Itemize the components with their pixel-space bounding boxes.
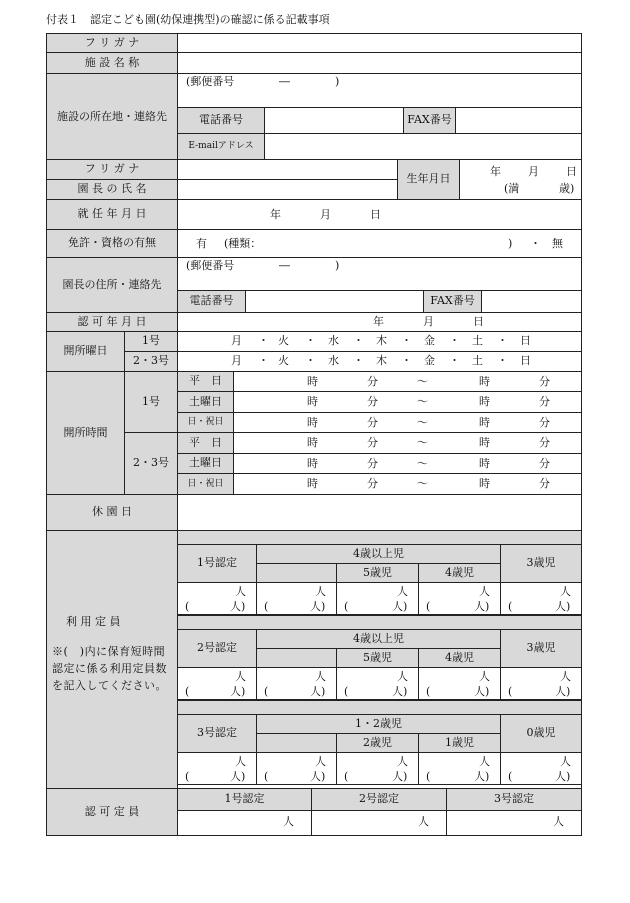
director-phone-label [177,290,246,313]
age-open-label: (満 [504,182,520,195]
capacity-paren-c3-2: ( [344,770,349,783]
capacity-person-c1-3: 人 [479,585,490,598]
approved-capacity-header [46,788,178,836]
weekday-1-5: 土 [472,334,483,347]
fax-label-cell [403,107,456,134]
capacity-paren-c2-0: ( [185,685,190,698]
approved-capacity-header-label: 認 可 定 員 [84,804,140,818]
weekday-2-0: 月 [231,354,242,367]
director-name-field[interactable] [177,179,398,200]
open-days-header-label: 開所曜日 [63,344,108,358]
hours-field-4[interactable] [233,453,582,474]
hours-end-min-4: 分 [539,457,550,470]
director-fax-label-label: FAX番号 [430,294,475,308]
appoint-day: 日 [370,208,381,221]
approved-cert3-label: 3号認定 [494,792,534,806]
weekday-2-4: 金 [424,354,435,367]
phone-label-cell-label: 電話番号 [199,113,243,127]
weekday-2-3: 木 [376,354,387,367]
director-name-header [46,179,178,200]
director-fax-label [423,290,482,313]
approved-cert1-label: 1号認定 [224,792,265,806]
email-label-cell-label: E-mailアドレス [188,141,254,152]
weekday-1-1: 火 [278,334,289,347]
director-name-header-label: 園 長 の 氏 名 [77,182,147,196]
weekday-dot-2-3: ・ [401,354,412,367]
hours-end-hour-4: 時 [479,457,490,470]
closed-days-header [46,494,178,531]
birth-month-label: 月 [528,165,539,178]
hours-tilde-2: ～ [417,416,428,429]
approval-header-label: 認 可 年 月 日 [77,314,147,328]
weekday-dot-1-5: ・ [497,334,508,347]
form-table [46,33,581,835]
weekday-dot-1-3: ・ [401,334,412,347]
appointment-header [46,199,178,230]
weekday-2-2: 水 [328,354,339,367]
capacity-group-c2 [256,629,501,649]
weekday-dot-1-0: ・ [258,334,269,347]
capacity-group-c1 [256,544,501,564]
weekday-1-2: 水 [328,334,339,347]
hours-end-hour-0: 時 [479,375,490,388]
hours-start-min-1: 分 [367,395,378,408]
director-fax-field[interactable] [481,290,582,313]
capacity-person-close-c2-2: 人) [392,685,408,698]
capacity-group-c1-label: 4歳以上児 [353,546,404,560]
capacity-person-c1-0: 人 [235,585,246,598]
approval-year: 年 [373,315,384,328]
director-postal-dash: ― [279,259,290,272]
capacity-age-c-c2-label: 3歳児 [526,641,556,655]
address-field[interactable] [177,73,582,108]
weekday-dot-2-2: ・ [353,354,364,367]
approved-cert2 [311,788,447,811]
director-address-header [46,257,178,313]
capacity-person-close-c1-3: 人) [474,600,490,613]
capacity-person-close-c3-3: 人) [474,770,490,783]
hours-daytype-0-label: 平 日 [189,374,222,388]
capacity-age-a-c2-label: 5歳児 [363,650,392,664]
capacity-group-fill-c1 [256,563,337,583]
hours-start-hour-0: 時 [307,375,318,388]
age-close-label: 歳) [559,182,575,195]
license-header-label: 免許・資格の有無 [68,236,156,250]
hours-tilde-4: ～ [417,457,428,470]
director-phone-field[interactable] [245,290,424,313]
capacity-person-c2-2: 人 [397,670,408,683]
weekday-dot-2-5: ・ [497,354,508,367]
hours-end-min-1: 分 [539,395,550,408]
capacity-group-c3 [256,714,501,734]
open-hours-type23-label: 2・3号 [133,456,169,470]
capacity-cert-c3 [177,714,257,753]
weekday-dot-2-0: ・ [258,354,269,367]
capacity-label: 利 用 定 員 [66,615,121,628]
birth-day-label: 日 [566,165,577,178]
approved-person-cert3: 人 [553,815,564,828]
facility-furigana-field[interactable] [177,33,582,53]
capacity-person-close-c2-4: 人) [555,685,571,698]
capacity-person-close-c1-0: 人) [230,600,246,613]
approved-person-cert2: 人 [418,815,429,828]
open-days-type1-label: 1号 [142,334,160,348]
hours-field-1[interactable] [233,391,582,413]
fax-field[interactable] [455,107,582,134]
capacity-age-b-c1-label: 4歳児 [445,565,474,579]
director-phone-label-label: 電話番号 [189,294,234,308]
director-address-header-label: 園長の住所・連絡先 [62,277,162,291]
director-postal-label: (郵便番号 [186,259,235,272]
license-yes: 有 [196,237,207,250]
open-hours-type1 [124,371,178,433]
weekday-dot-2-4: ・ [449,354,460,367]
capacity-cert-c2-label: 2号認定 [197,641,237,655]
capacity-person-c3-2: 人 [397,755,408,768]
capacity-person-c3-1: 人 [315,755,326,768]
open-hours-header [46,371,125,495]
hours-daytype-1-label: 土曜日 [189,394,222,408]
capacity-group-fill-c3 [256,733,337,753]
capacity-gap-c1 [177,530,582,545]
closed-days-header-label: 休 園 日 [92,505,132,519]
capacity-group-c2-label: 4歳以上児 [353,631,404,645]
hours-start-hour-5: 時 [307,477,318,490]
facility-name-header [46,52,178,74]
capacity-paren-c2-1: ( [264,685,269,698]
postal-dash: ― [279,75,290,88]
capacity-cert-c1-label: 1号認定 [197,556,237,570]
hours-end-min-2: 分 [539,416,550,429]
capacity-paren-c1-0: ( [185,600,190,613]
capacity-paren-c2-2: ( [344,685,349,698]
address-header-label: 施設の所在地・連絡先 [57,109,167,123]
hours-end-hour-2: 時 [479,416,490,429]
capacity-age-b-c1 [418,563,501,583]
hours-tilde-0: ～ [417,375,428,388]
phone-label-cell [177,107,265,134]
capacity-gap-c3 [177,700,582,715]
hours-daytype-5-label: 日・祝日 [187,478,224,489]
hours-field-5[interactable] [233,473,582,495]
postal-close: ) [335,75,340,88]
capacity-paren-c3-3: ( [426,770,431,783]
capacity-person-c3-3: 人 [479,755,490,768]
director-furigana-header-label: フ リ ガ ナ [84,162,140,176]
license-close: ) [508,237,513,250]
capacity-paren-c1-1: ( [264,600,269,613]
capacity-age-a-c2 [336,648,419,668]
weekday-1-0: 月 [231,334,242,347]
weekday-2-1: 火 [278,354,289,367]
hours-start-hour-1: 時 [307,395,318,408]
open-hours-type23 [124,432,178,495]
director-address-field[interactable] [177,257,582,291]
capacity-note: ※( )内に保育短時間認定に係る利用定員数を記入してください。 [52,645,167,693]
hours-daytype-1 [177,391,234,413]
hours-field-0[interactable] [233,371,582,392]
capacity-person-c3-0: 人 [235,755,246,768]
approval-month: 月 [423,315,434,328]
hours-daytype-0 [177,371,234,392]
weekday-dot-2-1: ・ [305,354,316,367]
capacity-cert-c1 [177,544,257,583]
fax-label-cell-label: FAX番号 [407,113,452,127]
birthdate-label-cell-label: 生年月日 [406,172,451,186]
weekday-1-4: 金 [424,334,435,347]
director-furigana-header [46,159,178,180]
capacity-age-c-c1 [500,544,582,583]
hours-start-hour-3: 時 [307,436,318,449]
license-none: ・ 無 [530,237,563,250]
capacity-paren-c3-4: ( [508,770,513,783]
hours-field-3[interactable] [233,432,582,454]
capacity-age-b-c3 [418,733,501,753]
capacity-age-c-c3-label: 0歳児 [526,726,556,740]
capacity-person-close-c2-0: 人) [230,685,246,698]
hours-daytype-4 [177,453,234,474]
approved-cert2-label: 2号認定 [359,792,399,806]
hours-daytype-5 [177,473,234,495]
hours-start-min-4: 分 [367,457,378,470]
hours-start-min-3: 分 [367,436,378,449]
capacity-paren-c1-2: ( [344,600,349,613]
capacity-person-close-c3-2: 人) [392,770,408,783]
appointment-header-label: 就 任 年 月 日 [77,207,147,221]
weekday-dot-1-2: ・ [353,334,364,347]
hours-end-hour-1: 時 [479,395,490,408]
hours-daytype-2 [177,412,234,433]
hours-start-min-0: 分 [367,375,378,388]
hours-daytype-2-label: 日・祝日 [187,417,224,428]
hours-daytype-4-label: 土曜日 [189,456,222,470]
capacity-person-c1-2: 人 [397,585,408,598]
capacity-person-close-c1-2: 人) [392,600,408,613]
capacity-age-b-c3-label: 1歳児 [445,735,474,749]
open-days-type23 [124,351,178,372]
facility-name-header-label: 施 設 名 称 [84,55,140,69]
approved-cert3 [446,788,582,811]
hours-start-hour-4: 時 [307,457,318,470]
facility-furigana-header-label: フ リ ガ ナ [84,35,140,49]
capacity-age-a-c3-label: 2歳児 [363,735,392,749]
capacity-person-c2-4: 人 [560,670,571,683]
hours-end-hour-3: 時 [479,436,490,449]
form-title: 付表１ 認定こども園(幼保連携型)の確認に係る記載事項 [46,13,330,26]
hours-end-min-3: 分 [539,436,550,449]
capacity-person-c2-0: 人 [235,670,246,683]
capacity-paren-c3-1: ( [264,770,269,783]
approved-cert1 [177,788,312,811]
capacity-age-c-c2 [500,629,582,668]
capacity-person-close-c1-1: 人) [310,600,326,613]
open-hours-type1-label: 1号 [142,394,160,408]
capacity-group-c3-label: 1・2歳児 [355,716,402,730]
weekday-2-5: 土 [472,354,483,367]
weekday-dot-1-1: ・ [305,334,316,347]
open-days-type23-label: 2・3号 [133,354,169,368]
hours-end-min-5: 分 [539,477,550,490]
capacity-person-close-c3-0: 人) [230,770,246,783]
capacity-person-c1-4: 人 [560,585,571,598]
open-hours-header-label: 開所時間 [63,425,108,439]
approval-day: 日 [473,315,484,328]
approval-header [46,312,178,332]
capacity-person-c3-4: 人 [560,755,571,768]
capacity-person-close-c2-3: 人) [474,685,490,698]
hours-daytype-3-label: 平 日 [189,435,222,449]
capacity-age-c-c3 [500,714,582,753]
email-field[interactable] [264,133,582,160]
hours-start-hour-2: 時 [307,416,318,429]
weekday-dot-1-4: ・ [449,334,460,347]
capacity-cert-c2 [177,629,257,668]
capacity-paren-c1-3: ( [426,600,431,613]
open-days-type1 [124,331,178,352]
capacity-paren-c2-4: ( [508,685,513,698]
capacity-gap-c2 [177,615,582,630]
capacity-age-a-c1-label: 5歳児 [363,565,392,579]
license-header [46,229,178,258]
director-furigana-field[interactable] [177,159,398,180]
birth-year-label: 年 [490,165,501,178]
hours-tilde-1: ～ [417,395,428,408]
hours-tilde-3: ～ [417,436,428,449]
phone-field[interactable] [264,107,404,134]
capacity-age-a-c1 [336,563,419,583]
capacity-person-close-c3-4: 人) [555,770,571,783]
address-header [46,73,178,160]
director-postal-close: ) [335,259,340,272]
capacity-age-c-c1-label: 3歳児 [526,556,556,570]
hours-end-min-0: 分 [539,375,550,388]
hours-start-min-2: 分 [367,416,378,429]
hours-tilde-5: ～ [417,477,428,490]
capacity-person-close-c3-1: 人) [310,770,326,783]
capacity-paren-c2-3: ( [426,685,431,698]
capacity-age-a-c3 [336,733,419,753]
hours-end-hour-5: 時 [479,477,490,490]
capacity-person-close-c1-4: 人) [555,600,571,613]
approved-person-cert1: 人 [283,815,294,828]
capacity-paren-c3-0: ( [185,770,190,783]
weekday-2-6: 日 [520,354,531,367]
closed-days-field[interactable] [177,494,582,531]
postal-label: (郵便番号 [186,75,235,88]
capacity-person-c2-3: 人 [479,670,490,683]
email-label-cell [177,133,265,160]
capacity-person-c1-1: 人 [315,585,326,598]
weekday-1-6: 日 [520,334,531,347]
birthdate-label-cell [397,159,460,200]
hours-daytype-3 [177,432,234,454]
open-days-header [46,331,125,372]
hours-field-2[interactable] [233,412,582,433]
appoint-month: 月 [320,208,331,221]
capacity-group-fill-c2 [256,648,337,668]
capacity-age-b-c2 [418,648,501,668]
capacity-age-b-c2-label: 4歳児 [445,650,474,664]
facility-furigana-header [46,33,178,53]
capacity-paren-c1-4: ( [508,600,513,613]
capacity-person-c2-1: 人 [315,670,326,683]
hours-start-min-5: 分 [367,477,378,490]
weekday-1-3: 木 [376,334,387,347]
capacity-cert-c3-label: 3号認定 [197,726,237,740]
capacity-person-close-c2-1: 人) [310,685,326,698]
appoint-year: 年 [270,208,281,221]
license-type: (種類： [224,237,262,250]
facility-name-field[interactable] [177,52,582,74]
